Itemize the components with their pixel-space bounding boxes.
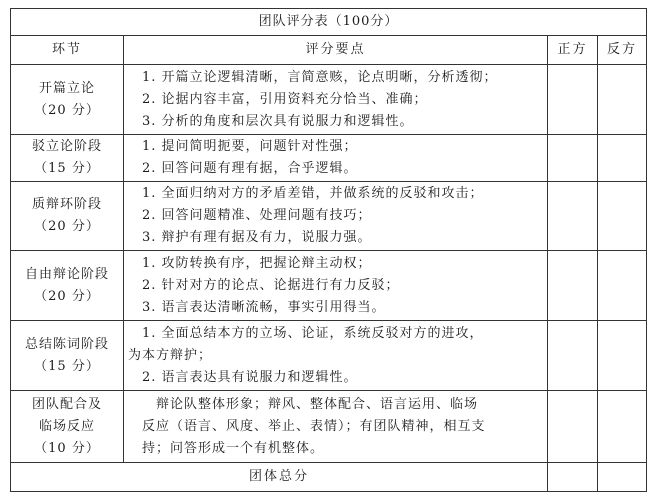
table-row bbox=[11, 182, 647, 251]
pro-score-cell[interactable] bbox=[548, 65, 598, 135]
con-score-cell[interactable] bbox=[598, 182, 647, 251]
criteria-item: 2. 语言表达具有说服力和逻辑性。 bbox=[142, 369, 358, 385]
table-row bbox=[11, 65, 647, 135]
header-stage: 环节 bbox=[11, 36, 124, 65]
criteria-paragraph-line: 持；问答形成一个有机整体。 bbox=[142, 440, 325, 456]
con-score-cell[interactable] bbox=[598, 65, 647, 135]
criteria-item: 3. 分析的角度和层次具有说服力和逻辑性。 bbox=[142, 113, 414, 129]
stage-name: 总结陈词阶段 bbox=[24, 336, 109, 352]
pro-score-cell[interactable] bbox=[548, 182, 598, 251]
score-table bbox=[10, 8, 647, 492]
stage-name: 开篇立论 bbox=[38, 80, 95, 96]
stage-points: （20 分） bbox=[34, 288, 100, 304]
title-row bbox=[11, 9, 647, 36]
criteria-cell bbox=[124, 391, 548, 463]
criteria-cell bbox=[124, 251, 548, 321]
stage-points: （15 分） bbox=[34, 161, 100, 176]
pro-total-cell[interactable] bbox=[548, 463, 598, 492]
stage-cell bbox=[11, 391, 124, 463]
criteria-item: 2. 回答问题有理有据，合乎逻辑。 bbox=[142, 161, 358, 176]
criteria-cell bbox=[124, 321, 548, 391]
stage-points: （20 分） bbox=[34, 219, 100, 234]
stage-points: （10 分） bbox=[34, 440, 100, 456]
table-title: 团队评分表（100分） bbox=[11, 9, 647, 36]
criteria-paragraph-line: 辩论队整体形象；辩风、整体配合、语言运用、临场 bbox=[156, 396, 479, 412]
criteria-paragraph-line: 反应（语言、风度、举止、表情）；有团队精神，相互支 bbox=[142, 418, 486, 434]
stage-name: 自由辩论阶段 bbox=[24, 266, 109, 282]
con-score-cell[interactable] bbox=[598, 321, 647, 391]
criteria-item: 1. 攻防转换有序，把握论辩主动权； bbox=[142, 255, 372, 271]
criteria-cell bbox=[124, 65, 548, 135]
criteria-item: 1. 开篇立论逻辑清晰，言简意赅，论点明晰，分析透彻； bbox=[142, 69, 498, 85]
stage-points: （15 分） bbox=[34, 358, 100, 374]
con-score-cell[interactable] bbox=[598, 135, 647, 182]
criteria-item: 2. 回答问题精准、处理问题有技巧； bbox=[142, 208, 372, 223]
criteria-item: 3. 语言表达清晰流畅，事实引用得当。 bbox=[142, 299, 386, 315]
stage-name: 质辩环阶段 bbox=[31, 197, 102, 212]
pro-score-cell[interactable] bbox=[548, 135, 598, 182]
criteria-cell bbox=[124, 135, 548, 182]
criteria-item: 1. 全面归纳对方的矛盾差错，并做系统的反驳和攻击； bbox=[142, 186, 484, 201]
criteria-item: 1. 全面总结本方的立场、论证，系统反驳对方的进攻， bbox=[142, 325, 484, 341]
stage-points: （20 分） bbox=[34, 102, 100, 118]
criteria-item: 1. 提问简明扼要，问题针对性强； bbox=[142, 139, 358, 154]
criteria-item: 2. 针对对方的论点、论据进行有力反驳； bbox=[142, 277, 400, 293]
stage-name: 临场反应 bbox=[38, 418, 95, 434]
header-con: 反方 bbox=[598, 36, 647, 65]
criteria-item: 2. 论据内容丰富，引用资料充分恰当、准确； bbox=[142, 91, 428, 107]
total-row bbox=[11, 463, 647, 492]
stage-cell bbox=[11, 65, 124, 135]
table-row bbox=[11, 321, 647, 391]
table-row bbox=[11, 251, 647, 321]
pro-score-cell[interactable] bbox=[548, 391, 598, 463]
stage-cell bbox=[11, 251, 124, 321]
table-row bbox=[11, 391, 647, 463]
criteria-cell bbox=[124, 182, 548, 251]
total-label: 团体总分 bbox=[11, 463, 548, 492]
con-score-cell[interactable] bbox=[598, 391, 647, 463]
stage-cell bbox=[11, 135, 124, 182]
pro-score-cell[interactable] bbox=[548, 321, 598, 391]
table-row bbox=[11, 135, 647, 182]
header-pro: 正方 bbox=[548, 36, 598, 65]
header-criteria: 评分要点 bbox=[124, 36, 548, 65]
stage-name: 团队配合及 bbox=[31, 396, 102, 412]
criteria-item-continuation: 为本方辩护； bbox=[128, 347, 213, 363]
con-score-cell[interactable] bbox=[598, 251, 647, 321]
header-row bbox=[11, 36, 647, 65]
con-total-cell[interactable] bbox=[598, 463, 647, 492]
stage-name: 驳立论阶段 bbox=[31, 139, 102, 154]
pro-score-cell[interactable] bbox=[548, 251, 598, 321]
criteria-item: 3. 辩护有理有据及有力，说服力强。 bbox=[142, 230, 372, 245]
stage-cell bbox=[11, 182, 124, 251]
stage-cell bbox=[11, 321, 124, 391]
